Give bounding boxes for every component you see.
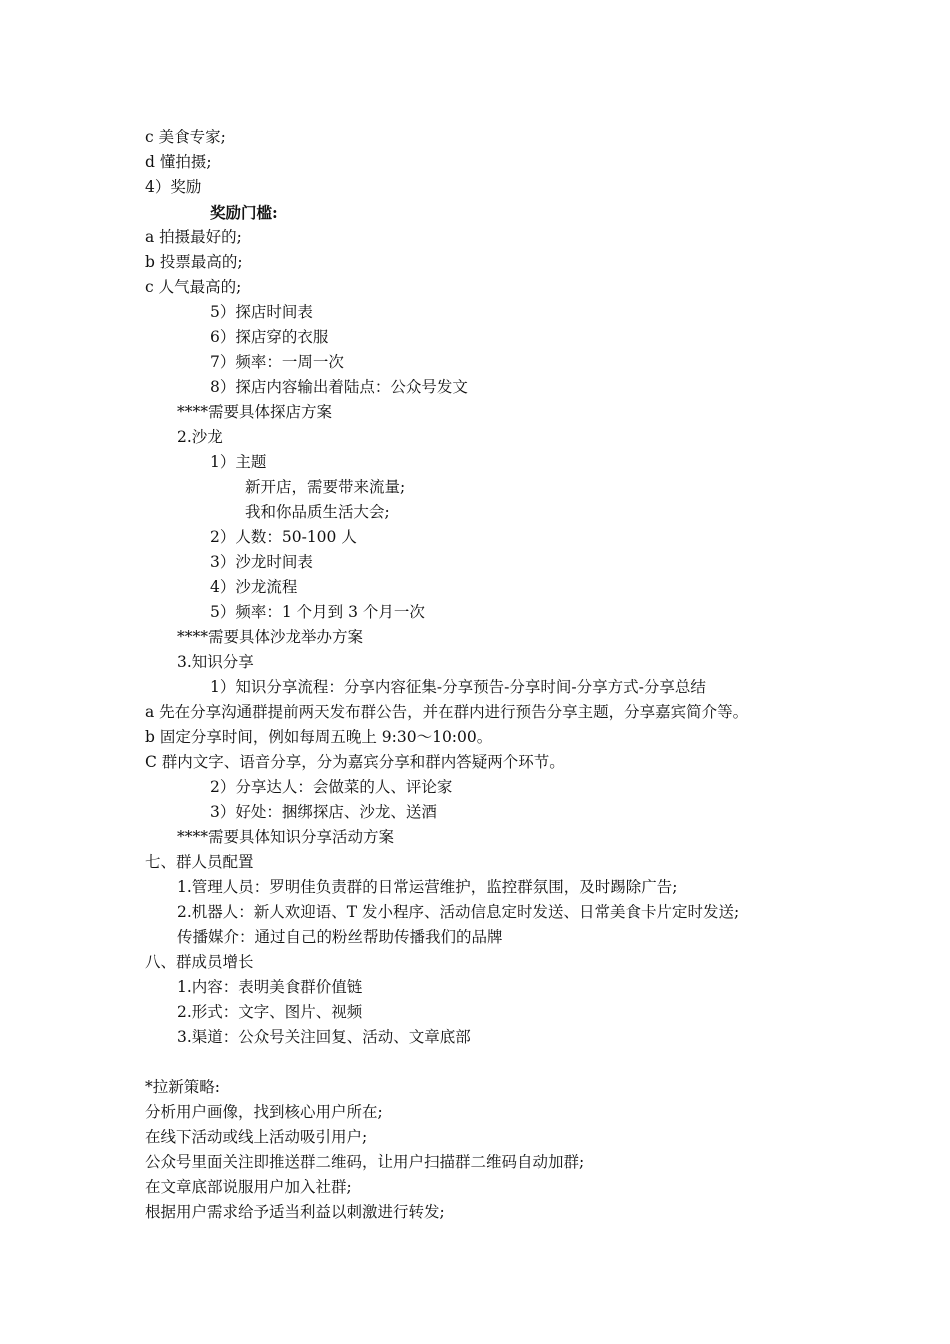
text-line: 分析用户画像，找到核心用户所在;	[145, 1103, 383, 1121]
text-line: ****需要具体知识分享活动方案	[177, 828, 395, 846]
text-line: a 先在分享沟通群提前两天发布群公告，并在群内进行预告分享主题，分享嘉宾简介等。	[145, 703, 749, 721]
text-line: 1.管理人员：罗明佳负责群的日常运营维护，监控群氛围，及时踢除广告;	[177, 878, 678, 896]
text-line: 3.渠道：公众号关注回复、活动、文章底部	[177, 1028, 471, 1046]
text-line: C 群内文字、语音分享，分为嘉宾分享和群内答疑两个环节。	[145, 753, 565, 771]
text-line: 2）人数：50-100 人	[210, 528, 357, 546]
text-line: 新开店，需要带来流量;	[245, 478, 406, 496]
chapter-heading: 七、群人员配置	[145, 853, 254, 871]
text-line: 1）主题	[210, 453, 267, 471]
text-line: 1）知识分享流程：分享内容征集-分享预告-分享时间-分享方式-分享总结	[210, 678, 706, 696]
chapter-heading: 八、群成员增长	[145, 953, 254, 971]
text-line: 公众号里面关注即推送群二维码，让用户扫描群二维码自动加群;	[145, 1153, 585, 1171]
section-heading: 2.沙龙	[177, 428, 223, 446]
section-subheading: 奖励门槛:	[210, 203, 278, 222]
text-line: c 美食专家;	[145, 128, 226, 146]
text-line: 根据用户需求给予适当利益以刺激进行转发;	[145, 1203, 445, 1221]
section-heading: 3.知识分享	[177, 653, 254, 671]
text-line: 8）探店内容输出着陆点：公众号发文	[210, 378, 468, 396]
text-line: 6）探店穿的衣服	[210, 328, 329, 346]
text-line: 我和你品质生活大会;	[245, 503, 390, 521]
text-line: 4）沙龙流程	[210, 578, 298, 596]
text-line: 在文章底部说服用户加入社群;	[145, 1178, 352, 1196]
text-line: 3）沙龙时间表	[210, 553, 313, 571]
text-line: 7）频率：一周一次	[210, 353, 344, 371]
text-line: b 固定分享时间，例如每周五晚上 9:30～10:00。	[145, 728, 493, 746]
text-line: 5）探店时间表	[210, 303, 313, 321]
text-line: a 拍摄最好的;	[145, 228, 242, 246]
text-line: 5）频率：1 个月到 3 个月一次	[210, 603, 425, 621]
text-line: 在线下活动或线上活动吸引用户;	[145, 1128, 368, 1146]
text-line: 传播媒介：通过自己的粉丝帮助传播我们的品牌	[177, 928, 503, 946]
text-line: 2.机器人：新人欢迎语、T 发小程序、活动信息定时发送、日常美食卡片定时发送;	[177, 903, 740, 921]
text-line: 1.内容：表明美食群价值链	[177, 978, 363, 996]
text-line: c 人气最高的;	[145, 278, 242, 296]
text-line: 2.形式：文字、图片、视频	[177, 1003, 363, 1021]
section-heading: *拉新策略:	[145, 1078, 220, 1096]
text-line: 3）好处：捆绑探店、沙龙、送酒	[210, 803, 437, 821]
text-line: ****需要具体探店方案	[177, 403, 333, 421]
text-line: 2）分享达人：会做菜的人、评论家	[210, 778, 453, 796]
text-line: b 投票最高的;	[145, 253, 243, 271]
text-line: ****需要具体沙龙举办方案	[177, 628, 364, 646]
text-line: d 懂拍摄;	[145, 153, 212, 171]
text-line: 4）奖励	[145, 178, 202, 196]
